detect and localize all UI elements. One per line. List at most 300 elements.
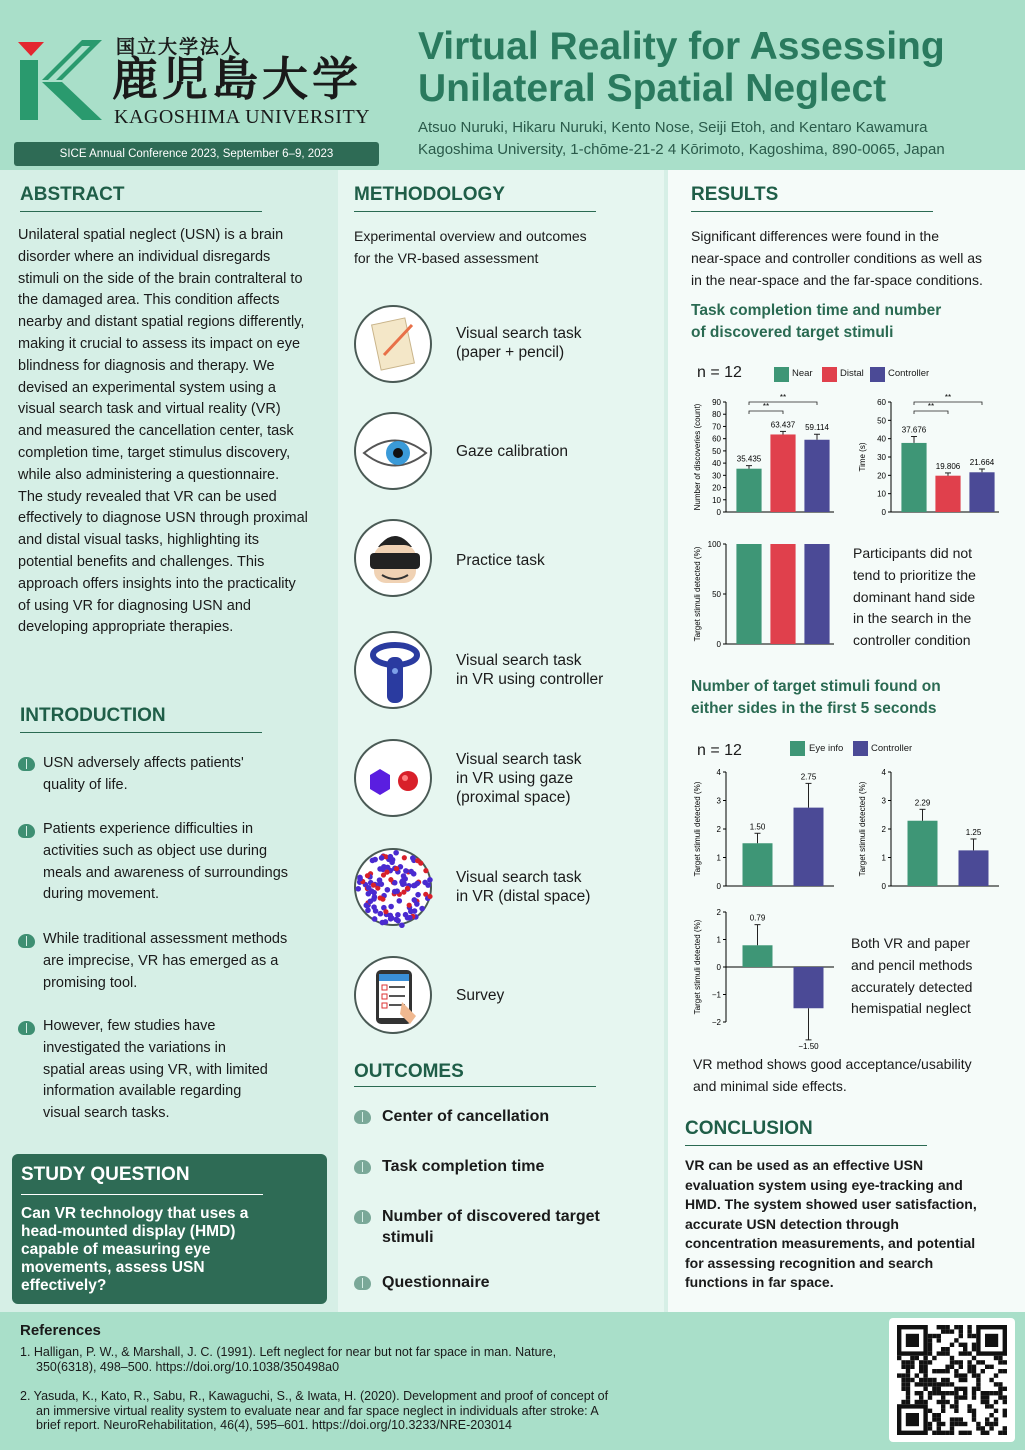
qr-module <box>897 1373 901 1377</box>
y-tick-label: 30 <box>877 453 886 462</box>
qr-module <box>950 1426 954 1430</box>
methodology-intro: Experimental overview and outcomes for the VR-based assessment <box>354 228 587 266</box>
y-axis-label: Time (s) <box>858 442 867 472</box>
qr-module <box>923 1369 927 1373</box>
qr-module <box>901 1378 905 1382</box>
qr-module <box>928 1378 932 1382</box>
step-label: Visual search task in VR using gaze (proximal space) <box>456 751 582 806</box>
qr-module <box>985 1391 989 1395</box>
distractor-stimulus <box>403 868 409 874</box>
qr-module <box>923 1387 927 1391</box>
qr-module <box>998 1382 1002 1386</box>
qr-module <box>1003 1360 1007 1364</box>
distractor-stimulus <box>393 917 399 923</box>
qr-module <box>901 1360 905 1364</box>
step-label: Survey <box>456 987 505 1004</box>
legend-swatch <box>870 367 885 382</box>
qr-module <box>998 1356 1002 1360</box>
qr-module <box>915 1391 919 1395</box>
y-tick-label: 1 <box>716 853 721 863</box>
qr-module <box>928 1338 932 1342</box>
qr-module <box>941 1395 945 1399</box>
step-label: Visual search task in VR using controller <box>456 652 604 688</box>
qr-module <box>963 1431 967 1435</box>
conclusion-heading: CONCLUSION <box>685 1118 813 1139</box>
bar <box>743 843 773 886</box>
qr-module <box>932 1387 936 1391</box>
target-stimulus <box>402 855 407 860</box>
bar <box>794 967 824 1008</box>
university-en-name: KAGOSHIMA UNIVERSITY <box>114 106 371 128</box>
qr-module <box>994 1400 998 1404</box>
bar <box>969 472 994 512</box>
qr-module <box>937 1426 941 1430</box>
qr-module <box>963 1387 967 1391</box>
y-tick-label: 20 <box>712 483 721 493</box>
divider <box>354 211 596 212</box>
significance-bracket <box>749 402 817 405</box>
university-jp-name: 鹿児島大学 <box>112 52 362 106</box>
target-stimulus <box>384 870 389 875</box>
reference-item: 2. Yasuda, K., Kato, R., Sabu, R., Kawaguchi, S., & Iwata, H. (2020). Development and proof of concept of an immersive virtual reality system to evaluate near and far space neglect in individuals after stroke: A brief report. NeuroRehabilitation, 46(4), 595–601. https://doi.org/10.3233/NRE-203014 <box>20 1389 609 1432</box>
bar <box>770 434 795 512</box>
qr-module <box>901 1373 905 1377</box>
y-tick-label: 30 <box>712 471 721 481</box>
vr-headset-icon <box>354 519 432 597</box>
qr-module <box>994 1391 998 1395</box>
completion-time-chart <box>855 392 1005 522</box>
step-label: Practice task <box>456 552 545 569</box>
divider <box>685 1145 927 1146</box>
data-label: 21.664 <box>969 457 995 467</box>
distractor-stimulus <box>410 855 416 861</box>
qr-module <box>950 1365 954 1369</box>
first5s-chart-b <box>855 762 1005 896</box>
qr-module <box>901 1387 905 1391</box>
qr-module <box>972 1395 976 1399</box>
qr-module <box>950 1329 954 1333</box>
qr-module <box>932 1356 936 1360</box>
qr-module <box>994 1422 998 1426</box>
qr-module <box>976 1426 980 1430</box>
qr-module <box>901 1365 905 1369</box>
qr-module <box>972 1365 976 1369</box>
target-stimulus <box>415 858 420 863</box>
qr-module <box>1003 1387 1007 1391</box>
brain-icon <box>18 934 35 948</box>
distractor-stimulus <box>401 881 407 887</box>
qr-module <box>959 1351 963 1355</box>
intro-bullet: Patients experience difficulties in activities such as object use during meals and awareness of surroundings during movement. <box>43 821 289 903</box>
qr-module <box>972 1373 976 1377</box>
bar <box>743 945 773 967</box>
target-stimulus <box>383 909 388 914</box>
results-note: Both VR and paper and pencil methods accurately detected hemispatial neglect <box>851 935 973 1017</box>
qr-module <box>967 1365 971 1369</box>
qr-module <box>994 1373 998 1377</box>
step-label: Visual search task (paper + pencil) <box>456 325 582 361</box>
qr-module <box>950 1422 954 1426</box>
target-stimulus <box>405 886 410 891</box>
legend-label: Controller <box>888 368 930 379</box>
data-label: 1.25 <box>965 827 982 837</box>
qr-module <box>994 1409 998 1413</box>
qr-module <box>928 1382 932 1386</box>
legend-swatch <box>853 741 868 756</box>
legend-label: Controller <box>871 743 913 754</box>
qr-module <box>959 1334 963 1338</box>
qr-module <box>919 1382 923 1386</box>
qr-module <box>937 1382 941 1386</box>
qr-module <box>981 1360 985 1364</box>
qr-module <box>932 1378 936 1382</box>
qr-module <box>910 1365 914 1369</box>
qr-module <box>972 1417 976 1421</box>
qr-module <box>954 1387 958 1391</box>
qr-module <box>989 1426 993 1430</box>
qr-module <box>985 1395 989 1399</box>
qr-module <box>1003 1395 1007 1399</box>
legend-label: Distal <box>840 368 864 379</box>
significance-bracket <box>914 402 982 405</box>
cube-sphere-icon <box>354 739 432 817</box>
qr-module <box>919 1391 923 1395</box>
qr-module <box>932 1334 936 1338</box>
brain-icon <box>354 1160 371 1174</box>
qr-module <box>937 1351 941 1355</box>
qr-module <box>981 1431 985 1435</box>
qr-module <box>954 1325 958 1329</box>
qr-module <box>972 1347 976 1351</box>
qr-module <box>923 1365 927 1369</box>
distractor-stimulus <box>396 898 402 904</box>
qr-module <box>941 1369 945 1373</box>
legend-swatch <box>790 741 805 756</box>
distractor-stimulus <box>373 908 379 914</box>
qr-module <box>910 1378 914 1382</box>
qr-module <box>989 1391 993 1395</box>
qr-module <box>976 1373 980 1377</box>
qr-module <box>994 1356 998 1360</box>
qr-module <box>932 1391 936 1395</box>
target-stimulus <box>394 866 399 871</box>
divider <box>691 211 933 212</box>
qr-module <box>941 1391 945 1395</box>
qr-module <box>954 1400 958 1404</box>
divider <box>20 732 262 733</box>
distractor-stimulus <box>393 850 399 856</box>
qr-module <box>919 1378 923 1382</box>
university-jp-small: 国立大学法人 <box>116 36 243 58</box>
y-tick-label: 3 <box>881 796 886 806</box>
qr-module <box>950 1356 954 1360</box>
qr-module <box>945 1329 949 1333</box>
qr-module <box>941 1382 945 1386</box>
y-tick-label: 0 <box>716 882 721 891</box>
brain-icon <box>18 824 35 838</box>
qr-module <box>915 1373 919 1377</box>
target-stimulus <box>371 883 376 888</box>
qr-module <box>932 1369 936 1373</box>
kagoshima-logo-icon <box>18 36 102 125</box>
qr-module <box>937 1325 941 1329</box>
qr-module <box>1003 1369 1007 1373</box>
intro-bullet: USN adversely affects patients' quality of life. <box>43 755 244 793</box>
qr-module <box>932 1413 936 1417</box>
significance-bracket <box>749 411 783 414</box>
y-tick-label: 80 <box>712 410 721 420</box>
qr-module <box>981 1395 985 1399</box>
brain-icon <box>18 757 35 771</box>
distractor-stimulus <box>366 885 372 891</box>
qr-module <box>1003 1426 1007 1430</box>
y-tick-label: 0 <box>881 882 886 891</box>
qr-finder <box>906 1334 919 1347</box>
qr-module <box>906 1395 910 1399</box>
qr-module <box>923 1373 927 1377</box>
qr-module <box>906 1400 910 1404</box>
qr-module <box>998 1387 1002 1391</box>
qr-module <box>959 1417 963 1421</box>
qr-module <box>989 1422 993 1426</box>
brain-icon <box>18 1021 35 1035</box>
y-axis-label: Target stimuli detected (%) <box>693 546 702 642</box>
qr-module <box>967 1360 971 1364</box>
qr-module <box>937 1400 941 1404</box>
qr-module <box>954 1409 958 1413</box>
qr-module <box>954 1417 958 1421</box>
significance-marker: ** <box>779 393 787 402</box>
qr-module <box>919 1400 923 1404</box>
y-tick-label: 60 <box>877 398 886 407</box>
qr-module <box>963 1422 967 1426</box>
qr-module <box>945 1391 949 1395</box>
study-question-text: Can VR technology that uses a head-mounted display (HMD) capable of measuring eye movements, assess USN effectively? <box>21 1205 249 1294</box>
qr-module <box>989 1413 993 1417</box>
divider <box>354 1086 596 1087</box>
distractor-stimulus <box>415 881 421 887</box>
introduction-heading: INTRODUCTION <box>20 705 166 726</box>
y-tick-label: 2 <box>716 908 721 917</box>
y-axis-label: Target stimuli detected (%) <box>693 919 702 1015</box>
qr-module <box>954 1422 958 1426</box>
qr-module <box>941 1409 945 1413</box>
y-tick-label: 10 <box>877 489 886 499</box>
qr-module <box>910 1360 914 1364</box>
qr-module <box>941 1378 945 1382</box>
qr-module <box>959 1373 963 1377</box>
qr-module <box>937 1431 941 1435</box>
qr-module <box>945 1378 949 1382</box>
legend-swatch <box>774 367 789 382</box>
qr-module <box>1003 1409 1007 1413</box>
qr-module <box>906 1387 910 1391</box>
methodology-heading: METHODOLOGY <box>354 184 505 205</box>
qr-module <box>967 1351 971 1355</box>
data-label: 0.79 <box>749 913 766 923</box>
qr-module <box>932 1431 936 1435</box>
qr-module <box>963 1391 967 1395</box>
target-stimulus <box>401 890 406 895</box>
qr-module <box>994 1417 998 1421</box>
authors: Atsuo Nuruki, Hikaru Nuruki, Kento Nose, Seiji Etoh, and Kentaro Kawamura <box>418 119 928 136</box>
qr-module <box>959 1365 963 1369</box>
qr-module <box>923 1356 927 1360</box>
qr-module <box>976 1382 980 1386</box>
step-label: Visual search task in VR (distal space) <box>456 869 591 905</box>
qr-module <box>950 1391 954 1395</box>
qr-module <box>906 1378 910 1382</box>
qr-module <box>950 1417 954 1421</box>
detection-rate-chart <box>690 534 840 654</box>
qr-module <box>915 1382 919 1386</box>
qr-module <box>985 1404 989 1408</box>
qr-module <box>923 1378 927 1382</box>
distractor-stimulus <box>365 907 371 913</box>
qr-module <box>976 1422 980 1426</box>
paper-pencil-icon <box>354 305 432 383</box>
qr-module <box>906 1369 910 1373</box>
qr-module <box>972 1413 976 1417</box>
distractor-stimulus <box>399 922 405 928</box>
qr-module <box>985 1417 989 1421</box>
significance-marker: ** <box>944 393 952 402</box>
qr-module <box>963 1343 967 1347</box>
qr-module <box>998 1360 1002 1364</box>
tablet-survey-icon <box>354 956 432 1034</box>
qr-module <box>928 1426 932 1430</box>
data-label: 1.50 <box>749 822 766 832</box>
qr-module <box>941 1329 945 1333</box>
qr-module <box>959 1325 963 1329</box>
qr-module <box>937 1369 941 1373</box>
title-line: Unilateral Spatial Neglect <box>418 67 887 110</box>
qr-module <box>963 1378 967 1382</box>
divider <box>20 211 262 212</box>
y-tick-label: 40 <box>712 459 721 469</box>
data-label: 59.114 <box>805 423 829 433</box>
y-tick-label: 20 <box>877 471 886 481</box>
significance-marker: ** <box>762 402 770 411</box>
y-tick-label: 60 <box>712 434 721 444</box>
intro-bullet: While traditional assessment methods are imprecise, VR has emerged as a promising tool. <box>43 931 288 991</box>
distractor-stimulus <box>407 915 413 921</box>
qr-module <box>998 1391 1002 1395</box>
qr-module <box>919 1365 923 1369</box>
data-label: 19.806 <box>935 461 961 471</box>
qr-module <box>923 1360 927 1364</box>
conclusion-text: VR can be used as an effective USN evaluation system using eye-tracking and HMD. The system showed user satisfaction, accurate USN detection through concentration measurements, and potential for assessing recognition and search functions in far space. <box>685 1157 977 1290</box>
references-heading: References <box>20 1322 101 1339</box>
bar <box>935 476 960 512</box>
discoveries-chart <box>690 392 840 522</box>
distractor-stimulus <box>408 869 414 875</box>
distractor-stimulus <box>388 904 394 910</box>
qr-module <box>950 1382 954 1386</box>
qr-module <box>967 1369 971 1373</box>
qr-module <box>906 1365 910 1369</box>
qr-module <box>941 1431 945 1435</box>
data-label: 37.676 <box>901 425 927 435</box>
distractor-stimulus <box>392 889 398 895</box>
divider <box>21 1194 263 1195</box>
step-label: Gaze calibration <box>456 443 569 460</box>
distractor-stimulus <box>372 857 378 863</box>
results-intro: Significant differences were found in the near-space and controller conditions as well as in the near-space and the far-space conditions. <box>691 228 983 288</box>
sample-size: n = 12 <box>697 742 742 759</box>
first5s-chart-a <box>690 762 840 896</box>
qr-module <box>919 1369 923 1373</box>
bar <box>959 850 989 886</box>
qr-module <box>945 1351 949 1355</box>
intro-bullet: However, few studies have investigated the variations in spatial areas using VR, with limited information available regarding visual search tasks. <box>43 1018 268 1122</box>
title-line: Virtual Reality for Assessing <box>418 25 945 68</box>
distractor-stimulus <box>419 906 425 912</box>
y-tick-label: 2 <box>881 825 886 834</box>
qr-module <box>950 1343 954 1347</box>
qr-module <box>945 1431 949 1435</box>
qr-module <box>928 1351 932 1355</box>
qr-module <box>985 1400 989 1404</box>
qr-module <box>967 1329 971 1333</box>
qr-module <box>972 1409 976 1413</box>
qr-module <box>972 1356 976 1360</box>
bar <box>804 440 829 512</box>
qr-module <box>981 1426 985 1430</box>
first5s-chart-c <box>690 902 840 1051</box>
distractor-stimulus <box>379 855 385 861</box>
abstract-heading: ABSTRACT <box>20 184 125 205</box>
outcome-item: Task completion time <box>382 1158 545 1175</box>
qr-module <box>928 1360 932 1364</box>
qr-module <box>945 1325 949 1329</box>
bar <box>770 544 795 644</box>
qr-module <box>937 1338 941 1342</box>
y-tick-label: 3 <box>716 796 721 806</box>
qr-module <box>950 1360 954 1364</box>
qr-module <box>972 1343 976 1347</box>
target-stimulus <box>388 877 393 882</box>
qr-module <box>937 1391 941 1395</box>
qr-module <box>994 1382 998 1386</box>
qr-module <box>906 1391 910 1395</box>
qr-module <box>923 1400 927 1404</box>
qr-module <box>928 1422 932 1426</box>
qr-finder <box>906 1413 919 1426</box>
conference-badge: SICE Annual Conference 2023, September 6–9, 2023 <box>14 142 379 166</box>
qr-module <box>976 1360 980 1364</box>
qr-module <box>976 1387 980 1391</box>
qr-module <box>906 1360 910 1364</box>
qr-module <box>967 1431 971 1435</box>
qr-module <box>928 1347 932 1351</box>
brain-icon <box>354 1276 371 1290</box>
qr-module <box>932 1417 936 1421</box>
qr-module <box>998 1395 1002 1399</box>
qr-module <box>954 1360 958 1364</box>
qr-module <box>985 1365 989 1369</box>
data-label: 2.29 <box>914 798 931 808</box>
qr-module <box>897 1356 901 1360</box>
y-tick-label: 50 <box>877 416 886 426</box>
distractor-stimulus <box>427 877 433 883</box>
qr-module <box>998 1431 1002 1435</box>
distractor-stimulus <box>388 854 394 860</box>
qr-code-icon[interactable] <box>889 1318 1015 1442</box>
qr-module <box>937 1417 941 1421</box>
results-note: Participants did not tend to prioritize the dominant hand side in the search in the controller condition <box>853 545 976 649</box>
target-stimulus <box>423 868 428 873</box>
